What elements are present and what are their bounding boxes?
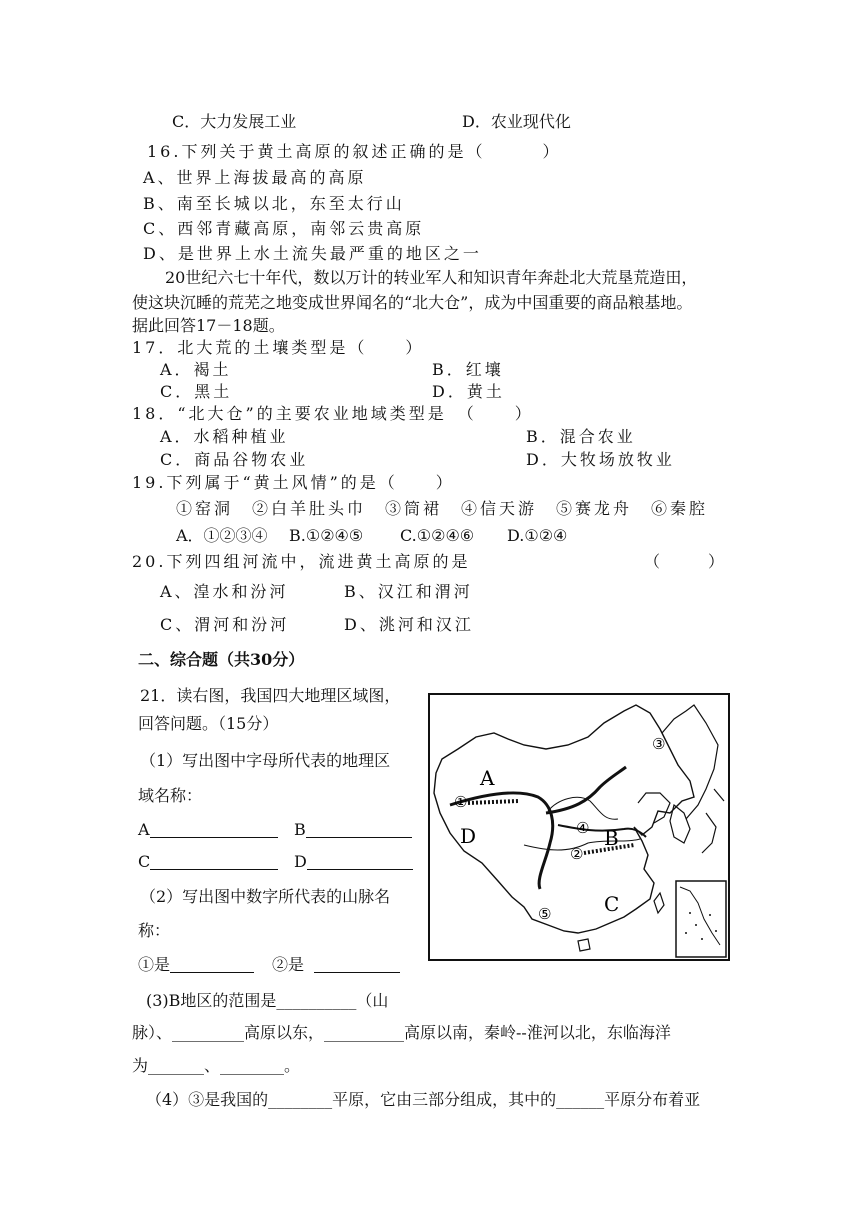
q18-option-b: B．混合农业 xyxy=(526,427,636,446)
passage-line-1: 20世纪六七十年代，数以万计的转业军人和知识青年奔赴北大荒垦荒造田， xyxy=(165,268,698,287)
q20-option-c: C、渭河和汾河 xyxy=(160,615,290,634)
q20-option-b: B、汉江和渭河 xyxy=(344,582,473,601)
q20-option-a: A、湟水和汾河 xyxy=(160,582,289,601)
q17-option-d: D．黄土 xyxy=(432,382,505,401)
q17-option-a: A．褐土 xyxy=(160,360,232,379)
blank-c-label: C xyxy=(138,852,151,871)
map-number-3: ③ xyxy=(652,735,666,753)
passage-line-3: 据此回答17－18题。 xyxy=(132,316,285,335)
q16-option-c: C、西邻青藏高原，南邻云贵高原 xyxy=(143,219,425,238)
blank-d-label: D xyxy=(294,852,307,871)
q21-part3-line1: (3)B地区的范围是__________（山 xyxy=(146,991,389,1010)
q19-option-a: A．①②③④ xyxy=(176,526,268,545)
q18-option-c: C．商品谷物农业 xyxy=(160,450,309,469)
passage-line-2: 使这块沉睡的荒芜之地变成世界闻名的“北大仓”，成为中国重要的商品粮基地。 xyxy=(132,293,693,312)
blank-region-b xyxy=(294,820,412,840)
map-label-a: A xyxy=(480,766,495,790)
q17-option-c: C．黑土 xyxy=(160,382,233,401)
mountain-2-row xyxy=(272,955,400,975)
q17-option-b: B．红壤 xyxy=(432,360,504,379)
q16-stem: 16.下列关于黄土高原的叙述正确的是（ ） xyxy=(147,142,562,161)
q16-option-a: A、世界上海拔最高的高原 xyxy=(143,168,367,187)
q21-part3-line3: 为_______、________。 xyxy=(132,1056,301,1075)
china-regions-map xyxy=(428,693,730,961)
answer-blank-b[interactable] xyxy=(306,821,412,838)
q19-stem: 19.下列属于“黄土风情”的是（ ） xyxy=(132,473,455,492)
q18-option-a: A．水稻种植业 xyxy=(160,427,289,446)
q16-option-b: B、南至长城以北，东至太行山 xyxy=(143,194,405,213)
section2-title: 二、综合题（共30分） xyxy=(138,650,305,669)
answer-blank-mountain-2[interactable] xyxy=(314,956,400,973)
map-number-5: ⑤ xyxy=(538,905,552,923)
q21-part3-line2: 脉）、_________高原以东，__________高原以南，秦岭--淮河以北，东临海洋 xyxy=(132,1023,671,1042)
q21-part1-line2: 域名称： xyxy=(138,786,203,805)
answer-blank-d[interactable] xyxy=(307,853,413,870)
mountain-1-row xyxy=(138,955,254,975)
q19-option-c: C.①②④⑥ xyxy=(400,526,475,545)
map-number-1: ① xyxy=(454,793,468,811)
q17-stem: 17．北大荒的土壤类型是（ ） xyxy=(132,338,425,357)
q21-part1-line1: （1）写出图中字母所代表的地理区 xyxy=(140,751,391,770)
blank-region-a xyxy=(138,820,278,840)
map-label-d: D xyxy=(460,824,477,848)
map-label-c: C xyxy=(604,892,620,916)
q20-paren: （ ） xyxy=(644,552,725,571)
q21-part2-line1: （2）写出图中数字所代表的山脉名 xyxy=(140,887,391,906)
mountain-2-label: ②是 xyxy=(272,955,305,974)
q19-option-d: D.①②④ xyxy=(507,526,568,545)
answer-blank-a[interactable] xyxy=(150,821,278,838)
q18-option-d: D．大牧场放牧业 xyxy=(526,450,675,469)
answer-blank-c[interactable] xyxy=(150,853,278,870)
blank-region-d xyxy=(294,852,413,872)
q21-intro-2: 回答问题。（15分） xyxy=(138,714,279,733)
q20-stem: 20.下列四组河流中，流进黄土高原的是 xyxy=(132,552,471,571)
blank-b-label: B xyxy=(294,820,306,839)
south-china-sea-inset xyxy=(676,881,726,957)
q15-option-d: D．农业现代化 xyxy=(462,112,571,131)
map-number-4: ④ xyxy=(576,819,590,837)
q20-option-d: D、洮河和汉江 xyxy=(344,615,474,634)
q18-stem: 18．“北大仓”的主要农业地域类型是 （ ） xyxy=(132,404,534,423)
answer-blank-mountain-1[interactable] xyxy=(170,956,254,973)
q15-option-c: C．大力发展工业 xyxy=(172,112,297,131)
map-number-2: ② xyxy=(570,845,584,863)
q19-option-b: B.①②④⑤ xyxy=(289,526,364,545)
blank-region-c xyxy=(138,852,278,872)
map-label-b: B xyxy=(604,826,619,850)
q21-part4-line1: （4）③是我国的________平原，它由三部分组成，其中的______平原分布着亚 xyxy=(146,1090,701,1109)
q16-option-d: D、是世界上水土流失最严重的地区之一 xyxy=(143,244,482,263)
q21-intro-1: 21．读右图，我国四大地理区域图， xyxy=(140,686,401,705)
q19-items: ①窑洞 ②白羊肚头巾 ③筒裙 ④信天游 ⑤赛龙舟 ⑥秦腔 xyxy=(176,499,709,518)
blank-a-label: A xyxy=(138,820,150,839)
mountain-1-label: ①是 xyxy=(138,955,171,974)
q21-part2-line2: 称： xyxy=(138,921,171,940)
